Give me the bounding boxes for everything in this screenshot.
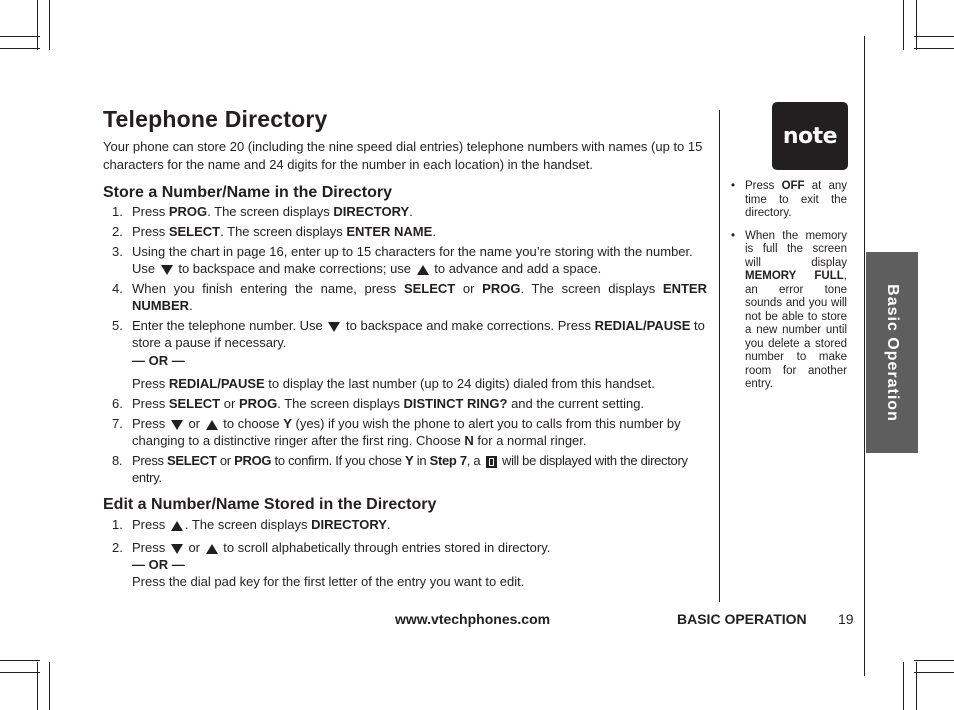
- edit-step-2: [103, 539, 707, 590]
- key-name: SELECT: [403, 281, 456, 296]
- up-arrow-icon: [171, 521, 183, 531]
- crop-mark: [903, 662, 904, 710]
- store-step-1: [103, 203, 707, 220]
- step-text: and the current setting.: [507, 396, 645, 411]
- step-number: 8.: [112, 453, 123, 468]
- up-arrow-icon: [206, 544, 218, 554]
- step-number: 6.: [112, 396, 123, 411]
- down-arrow-icon: [328, 322, 340, 332]
- step-reference: Step 7: [429, 453, 467, 468]
- down-arrow-icon: [161, 265, 173, 275]
- or-separator: — OR —: [132, 353, 185, 368]
- store-step-8: [103, 452, 707, 486]
- step-text: Press: [132, 453, 168, 468]
- step-text: . The screen displays: [520, 281, 663, 296]
- option-letter: N: [464, 433, 474, 448]
- step-text: When you finish entering the name, press: [132, 281, 404, 296]
- step-text: or: [184, 540, 204, 555]
- key-name: PROG: [482, 281, 521, 296]
- step-text: Using the chart in page 16, enter up to 15 characters for the name you’re storing with the number. Use: [132, 244, 693, 276]
- step-text: Press: [132, 540, 169, 555]
- step-text: or: [184, 416, 204, 431]
- directory-book-icon: [486, 456, 497, 468]
- key-name: REDIAL/PAUSE: [594, 318, 691, 333]
- column-divider: [719, 110, 720, 602]
- step-text: (yes) if you wish the phone to alert you to calls from this number by changing to a distinctive ringer after the first ring. Choose: [132, 416, 681, 448]
- step-text: , a: [466, 453, 484, 468]
- step-text: .: [386, 517, 391, 532]
- store-steps: [103, 203, 707, 489]
- alternative-step: [132, 375, 707, 392]
- step-text: Press: [132, 517, 169, 532]
- screen-text: DIRECTORY: [311, 517, 387, 532]
- step-text: or: [455, 281, 483, 296]
- edit-step-1: [103, 516, 707, 533]
- note-text: When the memory is full the screen will display: [745, 229, 847, 269]
- key-name: PROG: [168, 204, 208, 219]
- step-text: or: [220, 396, 239, 411]
- crop-mark: [914, 36, 954, 37]
- step-number: 2.: [112, 540, 123, 555]
- step-text: in: [413, 453, 430, 468]
- step-text: to store a pause if necessary.: [132, 318, 705, 350]
- note-badge: note: [772, 102, 848, 170]
- store-step-3: [103, 243, 707, 277]
- crop-mark: [914, 660, 954, 661]
- crop-mark: [916, 662, 917, 710]
- note-item: [731, 180, 847, 221]
- step-text: or: [216, 453, 235, 468]
- step-number: 1.: [112, 204, 123, 219]
- note-text: Press: [745, 180, 782, 192]
- page-number: 19: [838, 611, 854, 627]
- note-item: [731, 230, 847, 392]
- step-text: .: [189, 298, 193, 313]
- crop-mark: [0, 660, 40, 661]
- step-text: Press: [132, 416, 169, 431]
- key-name: SELECT: [168, 396, 221, 411]
- down-arrow-icon: [171, 544, 183, 554]
- step-text: . The screen displays: [277, 396, 404, 411]
- step-text: . The screen displays: [184, 517, 312, 532]
- step-text: Press: [132, 376, 169, 391]
- step-text: . The screen displays: [220, 224, 347, 239]
- key-name: REDIAL/PAUSE: [168, 376, 265, 391]
- page-title: Telephone Directory: [103, 106, 328, 132]
- step-number: 7.: [112, 416, 123, 431]
- key-name: PROG: [234, 453, 272, 468]
- key-name: SELECT: [168, 224, 221, 239]
- up-arrow-icon: [417, 265, 429, 275]
- crop-mark: [916, 0, 917, 50]
- crop-mark: [49, 0, 50, 50]
- step-number: 4.: [112, 281, 123, 296]
- step-number: 2.: [112, 224, 123, 239]
- key-name: SELECT: [167, 453, 217, 468]
- step-text: Press: [132, 396, 169, 411]
- option-letter: Y: [405, 453, 414, 468]
- crop-mark: [914, 48, 954, 49]
- crop-mark: [0, 672, 40, 673]
- step-text: to choose: [219, 416, 284, 431]
- footer-section: BASIC OPERATION: [677, 611, 807, 627]
- down-arrow-icon: [171, 420, 183, 430]
- step-text: to display the last number (up to 24 digits) dialed from this handset.: [264, 376, 655, 391]
- crop-mark: [0, 36, 40, 37]
- note-list: [731, 180, 847, 401]
- step-text: Enter the telephone number. Use: [132, 318, 327, 333]
- section-tab-label: Basic Operation: [884, 283, 901, 422]
- crop-mark: [37, 0, 38, 50]
- step-number: 1.: [112, 517, 123, 532]
- note-text: , an error tone sounds and you will not be able to store a new number until you delete a stored number to make room for another entry.: [745, 270, 847, 390]
- step-number: 3.: [112, 244, 123, 259]
- margin-rule: [864, 36, 865, 676]
- screen-text: ENTER NUMBER: [132, 281, 707, 313]
- step-text: . The screen displays: [207, 204, 334, 219]
- crop-mark: [914, 672, 954, 673]
- step-text: to advance and add a space.: [430, 261, 602, 276]
- step-text: will be displayed with the directory entry.: [132, 453, 688, 485]
- step-text: for a normal ringer.: [473, 433, 587, 448]
- or-separator: — OR —: [132, 557, 185, 572]
- intro-paragraph: Your phone can store 20 (including the nine speed dial entries) telephone numbers with names (up to 15 characters for the name and 24 digits for the number in each location) in the handset.: [103, 139, 703, 172]
- key-name: OFF: [781, 180, 805, 192]
- crop-mark: [903, 0, 904, 50]
- section-tab: [866, 252, 918, 453]
- store-step-4: [103, 280, 707, 314]
- crop-mark: [49, 662, 50, 710]
- store-step-7: [103, 415, 707, 449]
- step-text: to confirm. If you chose: [271, 453, 406, 468]
- step-text: to backspace and make corrections; use: [174, 261, 415, 276]
- key-name: PROG: [238, 396, 278, 411]
- screen-text: DIRECTORY: [333, 204, 410, 219]
- step-text: .: [432, 224, 436, 239]
- step-number: 5.: [112, 318, 123, 333]
- footer-url: www.vtechphones.com: [395, 611, 551, 627]
- option-letter: Y: [283, 416, 292, 431]
- note-text: at any time to exit the directory.: [745, 180, 848, 219]
- screen-text: DISTINCT RING?: [403, 396, 508, 411]
- store-step-5: [103, 317, 707, 392]
- step-text: Press: [132, 224, 169, 239]
- crop-mark: [0, 48, 40, 49]
- edit-heading: Edit a Number/Name Stored in the Directory: [103, 496, 437, 513]
- screen-text: ENTER NAME: [346, 224, 433, 239]
- screen-text: MEMORY FULL: [745, 270, 844, 282]
- up-arrow-icon: [206, 420, 218, 430]
- store-step-6: [103, 395, 707, 412]
- edit-steps: [103, 516, 707, 593]
- crop-mark: [37, 662, 38, 710]
- store-heading: Store a Number/Name in the Directory: [103, 184, 392, 201]
- step-text: to backspace and make corrections. Press: [342, 318, 595, 333]
- step-text: to scroll alphabetically through entries stored in directory.: [219, 540, 551, 555]
- store-step-2: [103, 223, 707, 240]
- step-text: Press: [132, 204, 169, 219]
- step-text: .: [409, 204, 413, 219]
- alternative-step: Press the dial pad key for the first letter of the entry you want to edit.: [132, 574, 525, 589]
